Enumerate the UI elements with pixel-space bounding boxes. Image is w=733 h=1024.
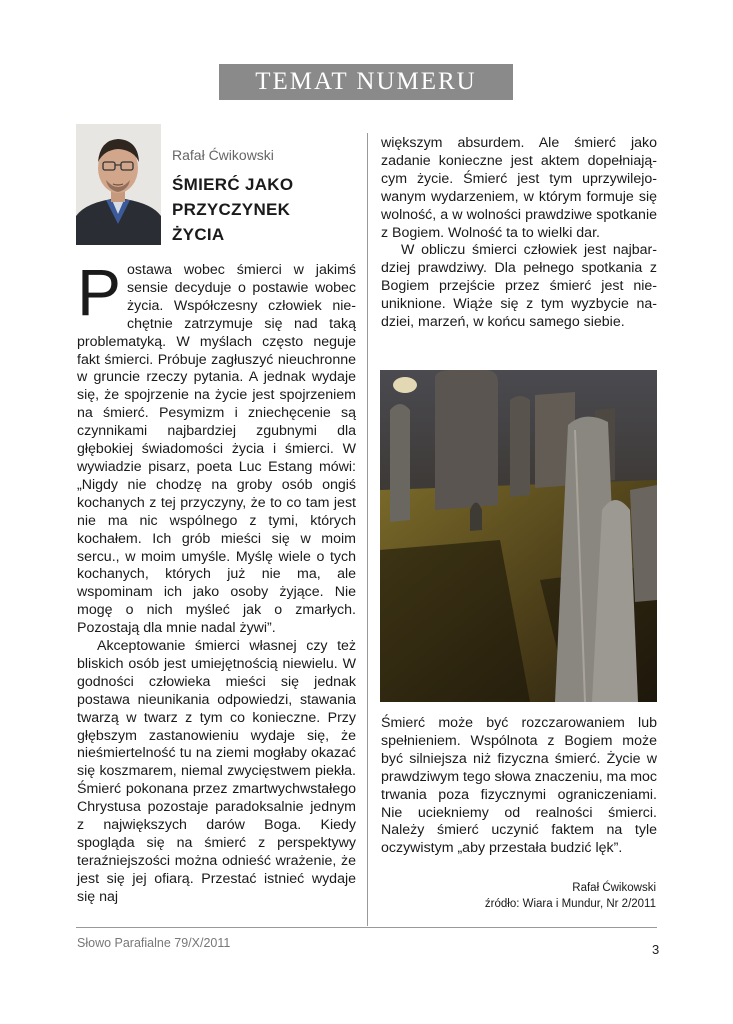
page-number: 3 [652, 942, 660, 957]
signature-name: Rafał Ćwikowski [572, 882, 656, 894]
paragraph-1-text: ostawa wobec śmierci w jakimś sensie decyduje o postawie wobec życia. Współczesny człowiek niechętnie zatrzymuje się nad taką problematyką. W myślach często neguje fakt śmierci. Próbuje zagłuszyć nieuchronne w gruncie rzeczy pytania. A jednak wydaje się, że spojrzenie na życie jest spojrzeniem na śmierć. Pesymizm i zniechęcenie są czynnikami najbardziej zgubnymi dla głębokiej świadomości życia i śmierci. W wywiadzie pisarz, poeta Luc Estang mówi: „Nigdy nie chodzę na groby osób ongiś kochanych z tej przyczyny, że to co tam jest nie ma nic wspólnego z tymi, których kochałem. Ich grób mieści się w moim sercu., w moim umyśle. Myślę wiele o tych kochanych, których już nie ma, ale wspominam ich jako osoby żyjące. Nie mogę o nich myśleć jak o zmarłych. Pozostają dla mnie nadal żywi”. [77, 262, 356, 637]
paragraph-3: W obliczu śmierci człowiek jest najbardziej prawdziwy. Dla pełnego spotkania z Bogiem przejście przez śmierć jest nieuniknione. Wiąże się z tym wyzbycie nadziei, marzeń, w końcu samego siebie. [381, 242, 657, 331]
signature-source: źródło: Wiara i Mundur, Nr 2/2011 [484, 898, 656, 910]
paragraph-2: Akceptowanie śmierci własnej czy też bliskich osób jest umiejętnością niewielu. W godności człowieka mieści się jednak postawa nieunikania odpowiedzi, stawania twarzą w twarz z tym co konieczne. Przy głębszym zastanowieniu wydaje się, że nieśmiertelność tu na ziemi mogłaby okazać się koszmarem, niemal zwycięstwem piekła. Śmierć pokonana przez zmartwychwstałego Chrystusa pozostaje paradoksalnie jednym z największych darów Boga. Kiedy spogląda się na śmierć z perspektywy teraźniejszości można odnieść wrażenie, że jest się jej ofiarą. Przestać istnieć wydaje się naj [77, 638, 356, 905]
paragraph-1 [77, 255, 356, 638]
article-column-right-lower [381, 715, 657, 858]
article-column-left [77, 255, 356, 907]
cemetery-photo [380, 370, 657, 702]
paragraph-2-continued: większym absurdem. Ale śmierć jako zadanie konieczne jest aktem dopełniającym życie. Śmierć jest tym uprzywilejowanym wydarzeniem, w którym formuje się wolność, a w wolności prawdziwe spotkanie z Bogiem. Wolność ta to wielki dar. [381, 135, 657, 241]
article-author: Rafał Ćwikowski [172, 147, 274, 163]
title-line: ŻYCIA [172, 225, 225, 244]
article-title [172, 172, 293, 247]
column-divider [367, 133, 368, 926]
title-line: PRZYCZYNEK [172, 200, 291, 219]
drop-cap: P [77, 255, 122, 329]
title-line: ŚMIERĆ JAKO [172, 175, 294, 194]
article-column-right [381, 135, 657, 332]
footer-publication: Słowo Parafialne 79/X/2011 [77, 936, 231, 950]
paragraph-4: Śmierć może być rozczarowaniem lub spełnieniem. Wspólnota z Bogiem może być silniejsza niż fizyczna śmierć. Życie w prawdziwym tego słowa znaczeniu, ma moc trwania poza fizycznymi ograniczeniami. Nie uciekniemy od realności śmierci. Należy śmierć uczynić faktem na tyle oczywistym „aby przestała budzić lęk”. [381, 715, 657, 857]
article-signature [400, 880, 656, 912]
footer-divider [76, 927, 657, 928]
section-banner: TEMAT NUMERU [219, 64, 513, 100]
author-portrait [76, 124, 161, 245]
